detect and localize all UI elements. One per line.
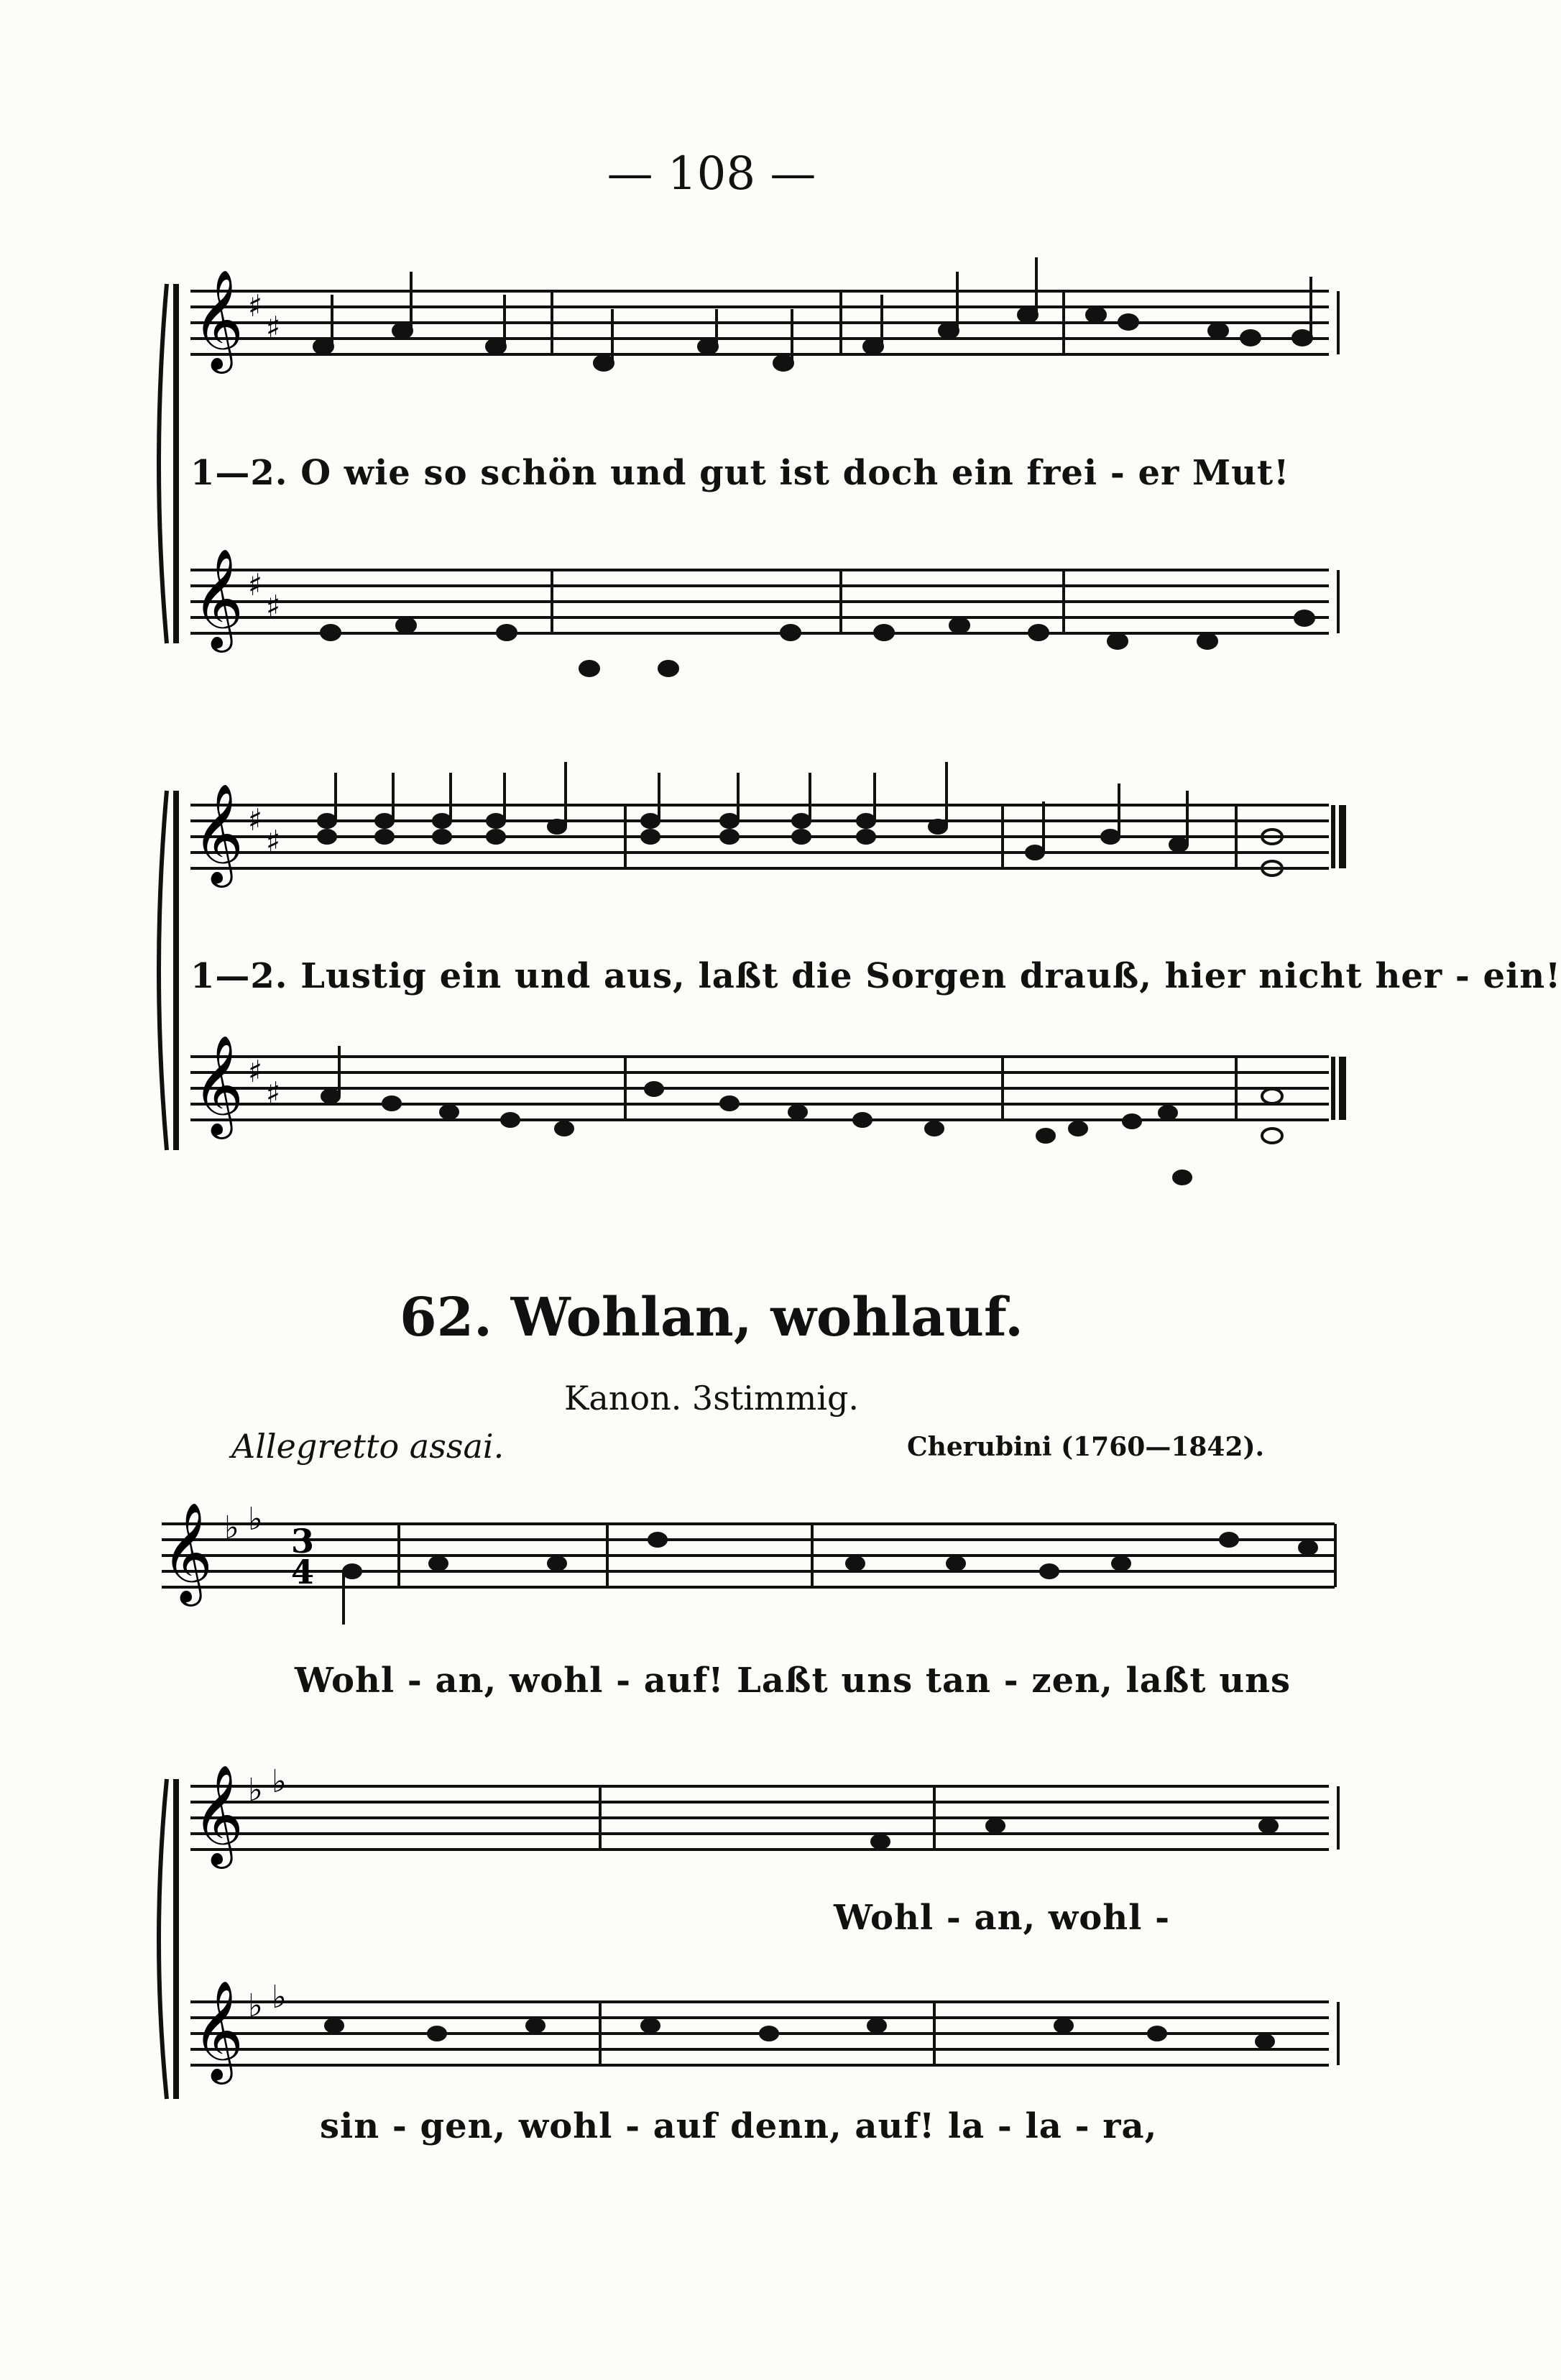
staff-1-lower (190, 570, 1329, 633)
flat-icon: ♭ (272, 1763, 287, 1800)
lyrics-system-2: 1—2. Lustig ein und aus, laßt die Sorgen drauß, hier nicht her - ein! (190, 956, 1561, 996)
flat-icon: ♭ (248, 1772, 263, 1809)
staff-4-upper (190, 1786, 1329, 1850)
sharp-icon: ♯ (248, 802, 263, 837)
system-3 (162, 1501, 1335, 1625)
lyrics-system-1: 1—2. O wie so schön und gut ist doch ein frei - er Mut! (190, 453, 1290, 493)
treble-clef-icon: 𝄞 (193, 784, 244, 883)
flat-icon: ♭ (248, 1501, 263, 1538)
sharp-icon: ♯ (248, 1054, 263, 1089)
tempo-marking: Allegretto assai. (231, 1427, 505, 1466)
staff-3 (162, 1524, 1335, 1587)
composer-credit: Cherubini (1760—1842). (907, 1432, 1265, 1462)
page-number: — 108 — (607, 147, 816, 201)
time-signature-top: 3 (291, 1522, 315, 1561)
lyrics-system-4-upper: Wohl - an, wohl - (834, 1898, 1171, 1938)
treble-clef-icon: 𝄞 (193, 1035, 244, 1135)
sharp-icon: ♯ (266, 589, 281, 624)
song-heading: 62. Wohlan, wohlauf. (400, 1287, 1023, 1348)
flat-icon: ♭ (224, 1510, 239, 1546)
staff-2-upper (190, 805, 1329, 868)
sharp-icon: ♯ (248, 567, 263, 602)
lyrics-system-3: Wohl - an, wohl - auf! Laßt uns tan - zen, laßt uns (295, 1660, 1291, 1701)
treble-clef-icon: 𝄞 (193, 1765, 244, 1865)
staff-1-upper (190, 291, 1329, 354)
staff-2-lower (190, 1057, 1329, 1120)
treble-clef-icon: 𝄞 (193, 548, 244, 648)
sharp-icon: ♯ (266, 1075, 281, 1111)
sharp-icon: ♯ (266, 310, 281, 345)
treble-clef-icon: 𝄞 (162, 1502, 213, 1602)
treble-clef-icon: 𝄞 (193, 270, 244, 369)
flat-icon: ♭ (272, 1979, 287, 2016)
sharp-icon: ♯ (248, 288, 263, 323)
lyrics-system-4-lower: sin - gen, wohl - auf denn, auf! la - la - ra, (320, 2106, 1158, 2146)
sharp-icon: ♯ (266, 824, 281, 859)
song-subtitle: Kanon. 3stimmig. (563, 1379, 860, 1418)
time-signature-bottom: 4 (291, 1553, 315, 1591)
treble-clef-icon: 𝄞 (193, 1980, 244, 2080)
flat-icon: ♭ (248, 1988, 263, 2024)
